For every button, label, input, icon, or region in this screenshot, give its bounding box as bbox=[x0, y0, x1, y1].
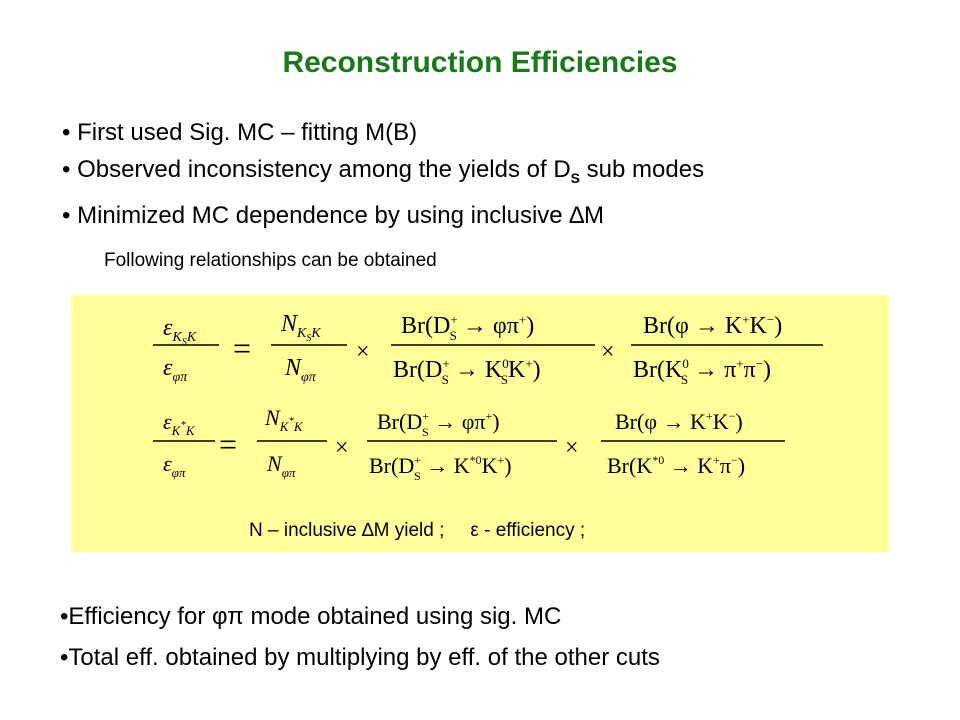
eq1-n-den: $N_{\varphi\pi}$ bbox=[285, 355, 316, 385]
eq1-times-2: × bbox=[601, 339, 615, 365]
eq1-eps-num: $\varepsilon_KSK$ bbox=[163, 315, 197, 348]
equation-legend bbox=[249, 520, 585, 542]
eq2-br1-den: Br(D+ $S \to K^{*0}K^+$) bbox=[369, 453, 512, 483]
bullet-list bbox=[62, 114, 704, 234]
bottom-bullets bbox=[60, 596, 660, 678]
bullet-text: • First used Sig. MC – fitting M(B) bbox=[62, 119, 418, 146]
eq1-equals: = bbox=[233, 330, 252, 366]
eq1-br1-den: Br(D+ $S \to K^0$ SK+) bbox=[393, 356, 541, 387]
eq2-equals: = bbox=[219, 426, 238, 462]
slide-title: Reconstruction Efficiencies bbox=[282, 46, 678, 79]
bullet-item bbox=[62, 197, 704, 234]
eq2-br2-den: $Br(K^{*0} \to K^+\pi^-)$ bbox=[607, 453, 746, 478]
eq1-br1-num: Br(D+ S → φπ+) bbox=[401, 312, 535, 343]
equation-box bbox=[71, 295, 889, 552]
eq2-n-num: $N_K^*_K$ bbox=[265, 405, 303, 434]
bullet-text: • Minimized MC dependence by using inclusive ∆M bbox=[62, 202, 604, 229]
relationship-note: Following relationships can be obtained bbox=[104, 250, 437, 271]
legend-epsilon: ε - efficiency ; bbox=[470, 520, 586, 541]
eq2-times-2: × bbox=[565, 435, 579, 461]
equation-1 bbox=[153, 311, 823, 387]
bottom-bullet-item: •Total eff. obtained by multiplying by eff. of the other cuts bbox=[60, 644, 660, 671]
eq2-n-den: $N_{\varphi\pi}$ bbox=[267, 451, 296, 480]
legend-n: N – inclusive ∆M yield ; bbox=[249, 520, 445, 541]
eq2-br2-num: Br(φ → K+K−) bbox=[615, 409, 743, 434]
eq1-n-num: $N_KSK$ bbox=[281, 311, 321, 344]
equations-svg bbox=[71, 295, 889, 552]
eq1-br2-den: $Br(K^0$ S → π+π−) bbox=[633, 356, 771, 387]
eq2-eps-den: $\varepsilon_{\varphi\pi}$ bbox=[163, 451, 186, 480]
subscript: S bbox=[570, 170, 580, 186]
eq2-eps-num: $\varepsilon_K^*_K$ bbox=[163, 409, 195, 438]
bullet-item bbox=[62, 114, 704, 151]
eq2-br1-num: Br(D+ S → φπ+) bbox=[377, 409, 500, 439]
eq1-eps-den: $\varepsilon_{\varphi\pi}$ bbox=[163, 355, 188, 385]
eq2-times-1: × bbox=[335, 435, 349, 461]
eq1-times-1: × bbox=[356, 339, 370, 365]
equation-2 bbox=[153, 405, 785, 483]
eq1-br2-num: Br(φ → K+K−) bbox=[643, 312, 783, 339]
bottom-bullet-item: •Efficiency for φπ mode obtained using sig. MC bbox=[60, 603, 562, 630]
bullet-text: • Observed inconsistency among the yields of D bbox=[62, 156, 571, 183]
bullet-item bbox=[62, 151, 704, 197]
bullet-text-tail: sub modes bbox=[580, 156, 705, 183]
